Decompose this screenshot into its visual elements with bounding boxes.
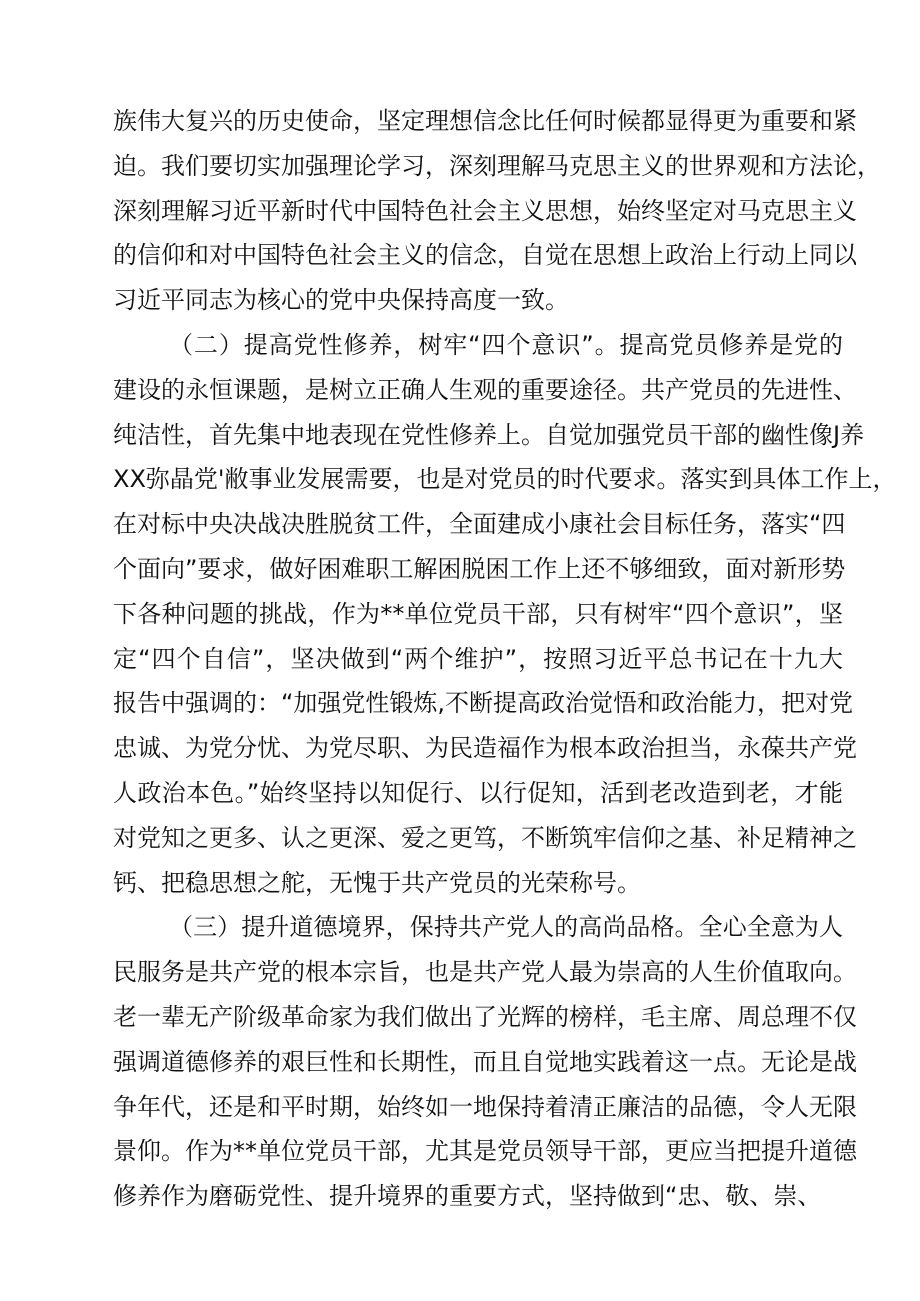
text-line: 下各种问题的挑战，作为**单位党员干部，只有树牢“四个意识”，坚 <box>113 599 843 628</box>
text-line: 修养作为磨砺党性、提升境界的重要方式，坚持做到“忠、敬、崇、 <box>113 1182 822 1211</box>
text-line: XX弥晶党'敝事业发展需要，也是对党员的时代要求。落实到具体工作上， <box>113 465 897 494</box>
text-line: 纯洁性，首先集中地表现在党性修养上。自觉加强党员干部的幽性像J养 <box>113 420 865 449</box>
paragraph-ideals <box>113 99 881 323</box>
text-line: 钙、把稳思想之舵，无愧于共产党员的光荣称号。 <box>113 868 641 897</box>
text-line: 个面向”要求，做好困难职工解困脱困工作上还不够细致，面对新形势 <box>113 554 846 583</box>
text-line: 族伟大复兴的历史使命，坚定理想信念比任何时候都显得更为重要和紧 <box>113 107 857 135</box>
text-line: 忠诚、为党分忧、为党尽职、为民造福作为根本政治担当，永葆共产党 <box>113 734 857 763</box>
text-line: 习近平同志为核心的党中央保持高度一致。 <box>113 286 569 315</box>
text-line: 定“四个自信”，坚决做到“两个维护”，按照习近平总书记在十九大 <box>113 644 843 673</box>
text-line: 对党知之更多、认之更深、爱之更笃，不断筑牢信仰之基、补足精神之 <box>113 823 857 852</box>
paragraph-morality <box>113 905 857 1219</box>
text-line: 在对标中央决战决胜脱贫工件，全面建成小康社会目标任务，落实“四 <box>113 510 846 539</box>
text-line: 争年代，还是和平时期，始终如一地保持着清正廉洁的品德，令人无限 <box>113 1092 857 1121</box>
document-body <box>113 99 897 1219</box>
text-line: 民服务是共产党的根本宗旨，也是共产党人最为崇高的人生价值取向。 <box>113 958 857 987</box>
text-line: （二）提高党性修养，树牢“四个意识”。提高党员修养是党的 <box>169 330 843 359</box>
paragraph-party-spirit <box>113 323 897 905</box>
text-line: 建设的永恒课题，是树立正确人生观的重要途径。共产党员的先进性、 <box>113 375 857 404</box>
text-line: 深刻理解习近平新时代中国特色社会主义思想，始终坚定对马克思主义 <box>113 196 857 225</box>
text-line: （三）提升道德境界，保持共产党人的高尚品格。全心全意为人 <box>169 913 843 942</box>
text-line: 景仰。作为**单位党员干部，尤其是党员领导干部，更应当把提升道德 <box>113 1137 857 1166</box>
text-line: 强调道德修养的艰巨性和长期性，而且自觉地实践着这一点。无论是战 <box>113 1047 857 1076</box>
text-line: 人政治本色。”始终坚持以知促行、以行促知，活到老改造到老，才能 <box>113 778 843 807</box>
text-line: 的信仰和对中国特色社会主义的信念，自觉在思想上政治上行动上同以 <box>113 241 857 270</box>
text-line: 迫。我们要切实加强理论学习，深刻理解马克思主义的世界观和方法论， <box>113 151 881 180</box>
text-line: 报告中强调的：“加强党性锻炼,不断提高政治觉悟和政治能力，把对党 <box>113 689 854 718</box>
text-line: 老一辈无产阶级革命家为我们做出了光辉的榜样，毛主席、周总理不仅 <box>113 1002 857 1031</box>
